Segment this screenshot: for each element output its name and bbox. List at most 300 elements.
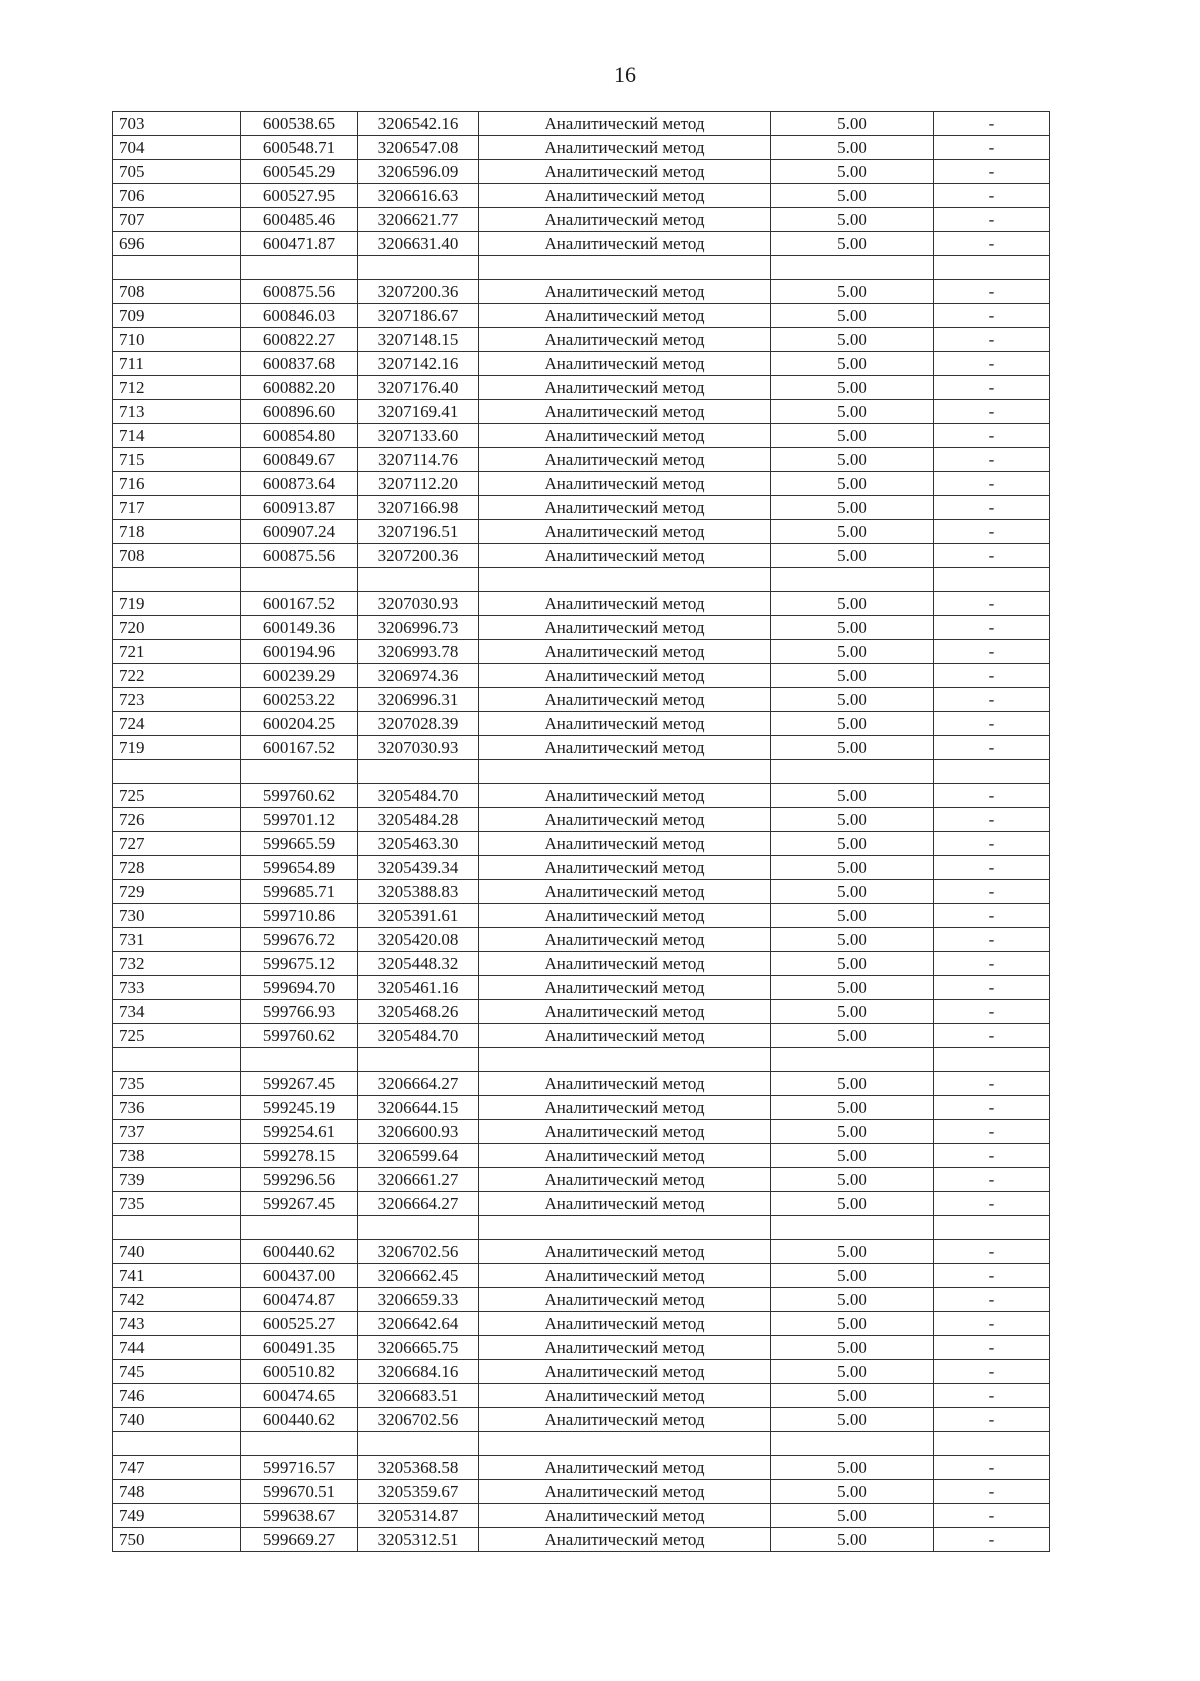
x-coordinate-cell: 600525.27	[241, 1312, 358, 1336]
note-cell: -	[934, 640, 1050, 664]
note-cell: -	[934, 904, 1050, 928]
y-coordinate-cell: 3205388.83	[358, 880, 479, 904]
method-cell: Аналитический метод	[479, 472, 771, 496]
note-cell: -	[934, 400, 1050, 424]
method-cell: Аналитический метод	[479, 1024, 771, 1048]
y-coordinate-cell: 3206684.16	[358, 1360, 479, 1384]
x-coordinate-cell: 600538.65	[241, 112, 358, 136]
y-coordinate-cell: 3205314.87	[358, 1504, 479, 1528]
y-coordinate-cell: 3206993.78	[358, 640, 479, 664]
method-cell: Аналитический метод	[479, 1480, 771, 1504]
empty-cell	[479, 1432, 771, 1456]
empty-cell	[113, 256, 241, 280]
accuracy-cell: 5.00	[771, 472, 934, 496]
method-cell: Аналитический метод	[479, 496, 771, 520]
note-cell: -	[934, 1096, 1050, 1120]
accuracy-cell: 5.00	[771, 352, 934, 376]
accuracy-cell: 5.00	[771, 1192, 934, 1216]
method-cell: Аналитический метод	[479, 1096, 771, 1120]
table-row	[113, 136, 1050, 160]
y-coordinate-cell: 3206996.31	[358, 688, 479, 712]
point-number-cell: 719	[113, 736, 241, 760]
accuracy-cell: 5.00	[771, 976, 934, 1000]
point-number-cell: 716	[113, 472, 241, 496]
accuracy-cell: 5.00	[771, 544, 934, 568]
table-row	[113, 1168, 1050, 1192]
x-coordinate-cell: 600239.29	[241, 664, 358, 688]
note-cell: -	[934, 1024, 1050, 1048]
method-cell: Аналитический метод	[479, 112, 771, 136]
table-row	[113, 952, 1050, 976]
y-coordinate-cell: 3206664.27	[358, 1192, 479, 1216]
separator-row	[113, 1216, 1050, 1240]
method-cell: Аналитический метод	[479, 304, 771, 328]
x-coordinate-cell: 599654.89	[241, 856, 358, 880]
note-cell: -	[934, 736, 1050, 760]
accuracy-cell: 5.00	[771, 304, 934, 328]
empty-cell	[771, 1048, 934, 1072]
x-coordinate-cell: 599685.71	[241, 880, 358, 904]
point-number-cell: 725	[113, 1024, 241, 1048]
point-number-cell: 747	[113, 1456, 241, 1480]
y-coordinate-cell: 3207200.36	[358, 280, 479, 304]
point-number-cell: 736	[113, 1096, 241, 1120]
accuracy-cell: 5.00	[771, 1312, 934, 1336]
note-cell: -	[934, 928, 1050, 952]
table-row	[113, 280, 1050, 304]
table-row	[113, 112, 1050, 136]
table-row	[113, 688, 1050, 712]
method-cell: Аналитический метод	[479, 592, 771, 616]
coordinates-table-body	[113, 112, 1050, 1552]
method-cell: Аналитический метод	[479, 1336, 771, 1360]
x-coordinate-cell: 600167.52	[241, 736, 358, 760]
y-coordinate-cell: 3207030.93	[358, 592, 479, 616]
y-coordinate-cell: 3207176.40	[358, 376, 479, 400]
table-row	[113, 448, 1050, 472]
x-coordinate-cell: 599760.62	[241, 784, 358, 808]
x-coordinate-cell: 600875.56	[241, 544, 358, 568]
table-row	[113, 1144, 1050, 1168]
y-coordinate-cell: 3207169.41	[358, 400, 479, 424]
x-coordinate-cell: 600510.82	[241, 1360, 358, 1384]
method-cell: Аналитический метод	[479, 904, 771, 928]
x-coordinate-cell: 599694.70	[241, 976, 358, 1000]
empty-cell	[934, 1432, 1050, 1456]
accuracy-cell: 5.00	[771, 376, 934, 400]
note-cell: -	[934, 616, 1050, 640]
method-cell: Аналитический метод	[479, 1384, 771, 1408]
table-row	[113, 424, 1050, 448]
point-number-cell: 737	[113, 1120, 241, 1144]
note-cell: -	[934, 976, 1050, 1000]
accuracy-cell: 5.00	[771, 1000, 934, 1024]
point-number-cell: 726	[113, 808, 241, 832]
accuracy-cell: 5.00	[771, 1288, 934, 1312]
table-row	[113, 1096, 1050, 1120]
accuracy-cell: 5.00	[771, 640, 934, 664]
accuracy-cell: 5.00	[771, 616, 934, 640]
method-cell: Аналитический метод	[479, 184, 771, 208]
y-coordinate-cell: 3206621.77	[358, 208, 479, 232]
accuracy-cell: 5.00	[771, 160, 934, 184]
y-coordinate-cell: 3207133.60	[358, 424, 479, 448]
y-coordinate-cell: 3207196.51	[358, 520, 479, 544]
empty-cell	[771, 1216, 934, 1240]
accuracy-cell: 5.00	[771, 448, 934, 472]
accuracy-cell: 5.00	[771, 184, 934, 208]
accuracy-cell: 5.00	[771, 1120, 934, 1144]
separator-row	[113, 760, 1050, 784]
empty-cell	[241, 256, 358, 280]
note-cell: -	[934, 112, 1050, 136]
table-row	[113, 904, 1050, 928]
y-coordinate-cell: 3207028.39	[358, 712, 479, 736]
point-number-cell: 745	[113, 1360, 241, 1384]
method-cell: Аналитический метод	[479, 1456, 771, 1480]
note-cell: -	[934, 496, 1050, 520]
method-cell: Аналитический метод	[479, 232, 771, 256]
table-row	[113, 160, 1050, 184]
empty-cell	[358, 568, 479, 592]
y-coordinate-cell: 3205468.26	[358, 1000, 479, 1024]
note-cell: -	[934, 1504, 1050, 1528]
table-row	[113, 544, 1050, 568]
table-row	[113, 808, 1050, 832]
point-number-cell: 728	[113, 856, 241, 880]
note-cell: -	[934, 1168, 1050, 1192]
empty-cell	[358, 1432, 479, 1456]
accuracy-cell: 5.00	[771, 1480, 934, 1504]
accuracy-cell: 5.00	[771, 112, 934, 136]
note-cell: -	[934, 688, 1050, 712]
note-cell: -	[934, 1240, 1050, 1264]
x-coordinate-cell: 599665.59	[241, 832, 358, 856]
point-number-cell: 717	[113, 496, 241, 520]
note-cell: -	[934, 160, 1050, 184]
y-coordinate-cell: 3206664.27	[358, 1072, 479, 1096]
accuracy-cell: 5.00	[771, 1024, 934, 1048]
note-cell: -	[934, 1072, 1050, 1096]
empty-cell	[934, 568, 1050, 592]
empty-cell	[113, 760, 241, 784]
table-row	[113, 1000, 1050, 1024]
point-number-cell: 711	[113, 352, 241, 376]
method-cell: Аналитический метод	[479, 808, 771, 832]
point-number-cell: 718	[113, 520, 241, 544]
note-cell: -	[934, 328, 1050, 352]
method-cell: Аналитический метод	[479, 448, 771, 472]
y-coordinate-cell: 3207148.15	[358, 328, 479, 352]
x-coordinate-cell: 600471.87	[241, 232, 358, 256]
accuracy-cell: 5.00	[771, 496, 934, 520]
note-cell: -	[934, 808, 1050, 832]
point-number-cell: 722	[113, 664, 241, 688]
table-row	[113, 1192, 1050, 1216]
empty-cell	[771, 568, 934, 592]
point-number-cell: 703	[113, 112, 241, 136]
method-cell: Аналитический метод	[479, 664, 771, 688]
x-coordinate-cell: 600440.62	[241, 1240, 358, 1264]
x-coordinate-cell: 599760.62	[241, 1024, 358, 1048]
note-cell: -	[934, 376, 1050, 400]
note-cell: -	[934, 592, 1050, 616]
y-coordinate-cell: 3206600.93	[358, 1120, 479, 1144]
method-cell: Аналитический метод	[479, 856, 771, 880]
point-number-cell: 725	[113, 784, 241, 808]
x-coordinate-cell: 600253.22	[241, 688, 358, 712]
y-coordinate-cell: 3206683.51	[358, 1384, 479, 1408]
accuracy-cell: 5.00	[771, 1528, 934, 1552]
note-cell: -	[934, 1480, 1050, 1504]
note-cell: -	[934, 1000, 1050, 1024]
accuracy-cell: 5.00	[771, 664, 934, 688]
table-row	[113, 1528, 1050, 1552]
table-row	[113, 976, 1050, 1000]
table-row	[113, 1312, 1050, 1336]
empty-cell	[934, 1048, 1050, 1072]
empty-cell	[771, 1432, 934, 1456]
x-coordinate-cell: 600440.62	[241, 1408, 358, 1432]
empty-cell	[934, 256, 1050, 280]
y-coordinate-cell: 3205484.28	[358, 808, 479, 832]
empty-cell	[479, 760, 771, 784]
accuracy-cell: 5.00	[771, 1360, 934, 1384]
method-cell: Аналитический метод	[479, 1144, 771, 1168]
x-coordinate-cell: 600545.29	[241, 160, 358, 184]
point-number-cell: 723	[113, 688, 241, 712]
table-row	[113, 400, 1050, 424]
x-coordinate-cell: 599670.51	[241, 1480, 358, 1504]
x-coordinate-cell: 600907.24	[241, 520, 358, 544]
point-number-cell: 739	[113, 1168, 241, 1192]
x-coordinate-cell: 600875.56	[241, 280, 358, 304]
note-cell: -	[934, 304, 1050, 328]
accuracy-cell: 5.00	[771, 952, 934, 976]
y-coordinate-cell: 3207186.67	[358, 304, 479, 328]
table-row	[113, 184, 1050, 208]
empty-cell	[479, 256, 771, 280]
accuracy-cell: 5.00	[771, 1336, 934, 1360]
y-coordinate-cell: 3206659.33	[358, 1288, 479, 1312]
method-cell: Аналитический метод	[479, 376, 771, 400]
method-cell: Аналитический метод	[479, 1168, 771, 1192]
table-row	[113, 784, 1050, 808]
table-row	[113, 1072, 1050, 1096]
x-coordinate-cell: 600873.64	[241, 472, 358, 496]
method-cell: Аналитический метод	[479, 1288, 771, 1312]
method-cell: Аналитический метод	[479, 544, 771, 568]
accuracy-cell: 5.00	[771, 280, 934, 304]
page-number: 16	[614, 62, 636, 87]
empty-cell	[771, 760, 934, 784]
table-row	[113, 1240, 1050, 1264]
accuracy-cell: 5.00	[771, 400, 934, 424]
accuracy-cell: 5.00	[771, 904, 934, 928]
separator-row	[113, 568, 1050, 592]
accuracy-cell: 5.00	[771, 1264, 934, 1288]
y-coordinate-cell: 3206596.09	[358, 160, 479, 184]
y-coordinate-cell: 3206662.45	[358, 1264, 479, 1288]
x-coordinate-cell: 600491.35	[241, 1336, 358, 1360]
x-coordinate-cell: 599267.45	[241, 1072, 358, 1096]
note-cell: -	[934, 664, 1050, 688]
x-coordinate-cell: 599267.45	[241, 1192, 358, 1216]
y-coordinate-cell: 3205359.67	[358, 1480, 479, 1504]
y-coordinate-cell: 3205368.58	[358, 1456, 479, 1480]
y-coordinate-cell: 3206661.27	[358, 1168, 479, 1192]
accuracy-cell: 5.00	[771, 1456, 934, 1480]
note-cell: -	[934, 1144, 1050, 1168]
x-coordinate-cell: 600437.00	[241, 1264, 358, 1288]
point-number-cell: 708	[113, 544, 241, 568]
point-number-cell: 734	[113, 1000, 241, 1024]
y-coordinate-cell: 3207114.76	[358, 448, 479, 472]
y-coordinate-cell: 3205448.32	[358, 952, 479, 976]
x-coordinate-cell: 600474.87	[241, 1288, 358, 1312]
table-row	[113, 496, 1050, 520]
empty-cell	[479, 1048, 771, 1072]
accuracy-cell: 5.00	[771, 1240, 934, 1264]
method-cell: Аналитический метод	[479, 280, 771, 304]
x-coordinate-cell: 599245.19	[241, 1096, 358, 1120]
point-number-cell: 705	[113, 160, 241, 184]
accuracy-cell: 5.00	[771, 232, 934, 256]
point-number-cell: 731	[113, 928, 241, 952]
accuracy-cell: 5.00	[771, 424, 934, 448]
note-cell: -	[934, 1384, 1050, 1408]
empty-cell	[113, 1432, 241, 1456]
method-cell: Аналитический метод	[479, 1072, 771, 1096]
y-coordinate-cell: 3206642.64	[358, 1312, 479, 1336]
table-row	[113, 1480, 1050, 1504]
accuracy-cell: 5.00	[771, 1072, 934, 1096]
note-cell: -	[934, 1360, 1050, 1384]
empty-cell	[934, 1216, 1050, 1240]
note-cell: -	[934, 952, 1050, 976]
empty-cell	[241, 1216, 358, 1240]
point-number-cell: 729	[113, 880, 241, 904]
x-coordinate-cell: 599710.86	[241, 904, 358, 928]
note-cell: -	[934, 1192, 1050, 1216]
table-row	[113, 736, 1050, 760]
y-coordinate-cell: 3205312.51	[358, 1528, 479, 1552]
y-coordinate-cell: 3205420.08	[358, 928, 479, 952]
point-number-cell: 724	[113, 712, 241, 736]
note-cell: -	[934, 208, 1050, 232]
empty-cell	[479, 568, 771, 592]
point-number-cell: 712	[113, 376, 241, 400]
table-row	[113, 1504, 1050, 1528]
method-cell: Аналитический метод	[479, 352, 771, 376]
method-cell: Аналитический метод	[479, 1264, 771, 1288]
note-cell: -	[934, 232, 1050, 256]
table-row	[113, 232, 1050, 256]
method-cell: Аналитический метод	[479, 712, 771, 736]
method-cell: Аналитический метод	[479, 424, 771, 448]
accuracy-cell: 5.00	[771, 880, 934, 904]
y-coordinate-cell: 3206665.75	[358, 1336, 479, 1360]
x-coordinate-cell: 600548.71	[241, 136, 358, 160]
empty-cell	[241, 568, 358, 592]
empty-cell	[358, 1216, 479, 1240]
table-row	[113, 1408, 1050, 1432]
method-cell: Аналитический метод	[479, 1504, 771, 1528]
note-cell: -	[934, 1312, 1050, 1336]
x-coordinate-cell: 600882.20	[241, 376, 358, 400]
accuracy-cell: 5.00	[771, 328, 934, 352]
accuracy-cell: 5.00	[771, 928, 934, 952]
point-number-cell: 749	[113, 1504, 241, 1528]
accuracy-cell: 5.00	[771, 1168, 934, 1192]
y-coordinate-cell: 3206644.15	[358, 1096, 479, 1120]
point-number-cell: 735	[113, 1192, 241, 1216]
point-number-cell: 742	[113, 1288, 241, 1312]
x-coordinate-cell: 600849.67	[241, 448, 358, 472]
y-coordinate-cell: 3206702.56	[358, 1408, 479, 1432]
y-coordinate-cell: 3205484.70	[358, 784, 479, 808]
table-row	[113, 1360, 1050, 1384]
method-cell: Аналитический метод	[479, 1360, 771, 1384]
point-number-cell: 743	[113, 1312, 241, 1336]
accuracy-cell: 5.00	[771, 592, 934, 616]
note-cell: -	[934, 1528, 1050, 1552]
table-row	[113, 1288, 1050, 1312]
note-cell: -	[934, 472, 1050, 496]
point-number-cell: 732	[113, 952, 241, 976]
note-cell: -	[934, 520, 1050, 544]
x-coordinate-cell: 600527.95	[241, 184, 358, 208]
note-cell: -	[934, 136, 1050, 160]
y-coordinate-cell: 3205463.30	[358, 832, 479, 856]
point-number-cell: 719	[113, 592, 241, 616]
table-row	[113, 352, 1050, 376]
method-cell: Аналитический метод	[479, 160, 771, 184]
point-number-cell: 713	[113, 400, 241, 424]
accuracy-cell: 5.00	[771, 208, 934, 232]
method-cell: Аналитический метод	[479, 640, 771, 664]
note-cell: -	[934, 832, 1050, 856]
empty-cell	[241, 760, 358, 784]
point-number-cell: 704	[113, 136, 241, 160]
x-coordinate-cell: 599676.72	[241, 928, 358, 952]
accuracy-cell: 5.00	[771, 1504, 934, 1528]
empty-cell	[358, 256, 479, 280]
table-row	[113, 712, 1050, 736]
y-coordinate-cell: 3206702.56	[358, 1240, 479, 1264]
point-number-cell: 707	[113, 208, 241, 232]
table-row	[113, 880, 1050, 904]
accuracy-cell: 5.00	[771, 136, 934, 160]
x-coordinate-cell: 600194.96	[241, 640, 358, 664]
point-number-cell: 738	[113, 1144, 241, 1168]
table-row	[113, 304, 1050, 328]
method-cell: Аналитический метод	[479, 616, 771, 640]
x-coordinate-cell: 600822.27	[241, 328, 358, 352]
accuracy-cell: 5.00	[771, 1144, 934, 1168]
x-coordinate-cell: 599766.93	[241, 1000, 358, 1024]
point-number-cell: 720	[113, 616, 241, 640]
note-cell: -	[934, 880, 1050, 904]
y-coordinate-cell: 3206631.40	[358, 232, 479, 256]
x-coordinate-cell: 599254.61	[241, 1120, 358, 1144]
point-number-cell: 741	[113, 1264, 241, 1288]
table-row	[113, 1024, 1050, 1048]
y-coordinate-cell: 3207112.20	[358, 472, 479, 496]
note-cell: -	[934, 352, 1050, 376]
accuracy-cell: 5.00	[771, 736, 934, 760]
method-cell: Аналитический метод	[479, 1528, 771, 1552]
